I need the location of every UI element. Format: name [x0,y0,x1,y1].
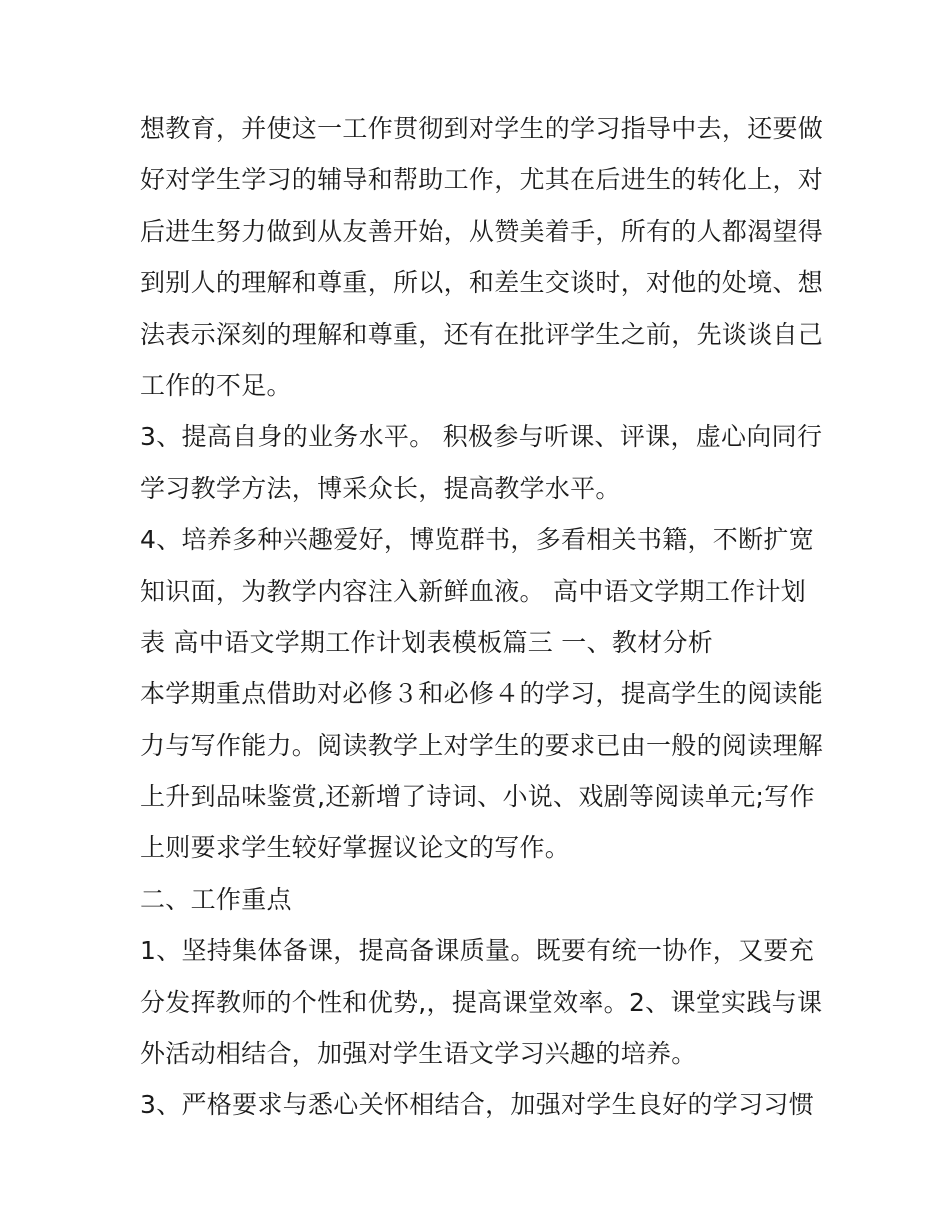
text-line: 工作的不足。 [140,370,292,400]
text-line: 后进生努力做到从友善开始，从赞美着手，所有的人都渴望得 [140,216,824,246]
text-line: 3、提高自身的业务水平。 积极参与听课、评课，虚心向同行 [140,422,823,452]
text-line: 1、坚持集体备课，提高备课质量。既要有统一协作，又要充 [140,936,815,966]
text-line: 3、严格要求与悉心关怀相结合，加强对学生良好的学习习惯 [140,1090,815,1120]
text-line: 好对学生学习的辅导和帮助工作，尤其在后进生的转化上，对 [140,165,824,195]
text-line: 知识面，为教学内容注入新鲜血液。 高中语文学期工作计划 [140,576,807,606]
body-text [140,103,830,1131]
text-line: 到别人的理解和尊重，所以，和差生交谈时，对他的处境、想 [140,268,824,298]
text-line: 分发挥教师的个性和优势,，提高课堂效率。2、课堂实践与课 [140,987,823,1017]
section-heading: 二、工作重点 [140,884,292,914]
text-line: 上升到品味鉴赏,还新增了诗词、小说、戏剧等阅读单元;写作 [140,782,815,812]
text-line: 外活动相结合，加强对学生语文学习兴趣的培养。 [140,1039,697,1069]
text-line: 4、培养多种兴趣爱好，博览群书，多看相关书籍，不断扩宽 [140,525,815,555]
text-line: 法表示深刻的理解和尊重，还有在批评学生之前，先谈谈自己 [140,319,824,349]
text-line: 表 高中语文学期工作计划表模板篇三 一、教材分析 [140,627,714,657]
text-line: 上则要求学生较好掌握议论文的写作。 [140,833,571,863]
text-line: 学习教学方法，博采众长，提高教学水平。 [140,473,621,503]
text-line: 力与写作能力。阅读教学上对学生的要求已由一般的阅读理解 [140,730,824,760]
text-line: 本学期重点借助对必修３和必修４的学习，提高学生的阅读能 [140,679,824,709]
text-line: 想教育，并使这一工作贯彻到对学生的学习指导中去，还要做 [140,114,824,143]
